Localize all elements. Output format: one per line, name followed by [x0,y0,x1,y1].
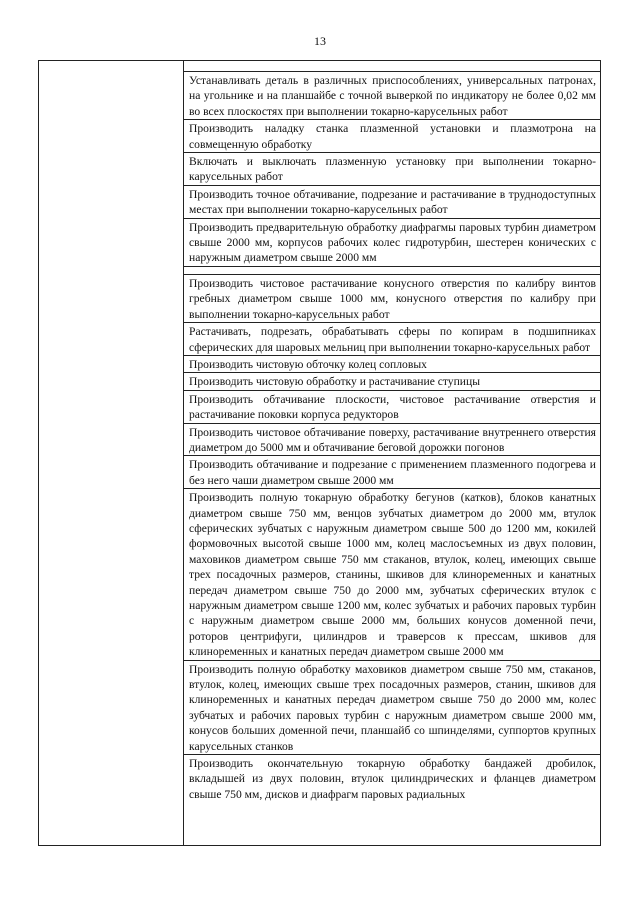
table-row: Производить обтачивание плоскости, чистовое растачивание отверстия и растачивание поковки корпуса редукторов [184,391,600,424]
table-row: Производить точное обтачивание, подрезание и растачивание в труднодоступных местах при выполнении токарно-карусельных работ [184,186,600,219]
left-column-empty [39,61,184,845]
table-row-blank [184,267,600,275]
table-row: Производить окончательную токарную обработку бандажей дробилок, вкладышей из двух половин, втулок цилиндрических и фланцев диаметром свыше 750 мм, дисков и диафрагм паровых радиальных [189,757,596,801]
table-row: Производить наладку станка плазменной установки и плазмотрона на совмещенную обработку [184,120,600,153]
requirements-table [38,60,601,846]
table-row: Растачивать, подрезать, обрабатывать сферы по копирам в подшипниках сферических для шаровых мельниц при выполнении токарно-карусельных работ [184,323,600,356]
table-row: Устанавливать деталь в различных приспособлениях, универсальных патронах, на угольнике и на планшайбе с точной выверкой по индикатору не более 0,02 мм во всех плоскостях при выполнении токарно-карусельных работ [184,72,600,120]
page-number: 13 [314,34,326,48]
actions-column [184,61,600,845]
header-strip [184,61,600,72]
table-row: Производить полную токарную обработку бегунов (катков), блоков канатных диаметром свыше 750 мм, венцов зубчатых диаметром до 2000 мм, втулок сферических зубчатых с наружным диаметром свыше 500 до 1200 мм, кокилей формовочных высотой свыше 1000 мм, колец маслосъемных из двух половин, маховиков диаметром свыше 750 мм стаканов, втулок, колец, имеющих свыше трех посадочных размеров, станины, шкивов для клиноременных и канатных передач диаметром свыше 750 до 2000 мм, зубчатых сферических втулок с наружным диаметром свыше 1200 мм, колес зубчатых и рабочих паровых турбин с наружным диаметром свыше 2000 мм, больших конусов доменной печи, роторов центрифуги, цилиндров и траверсов к прессам, шкивов для клиноременных и канатных передач диаметром свыше 2000 мм [184,489,600,660]
table-row: Производить обтачивание и подрезание с применением плазменного подогрева и без него чаши диаметром свыше 2000 мм [184,456,600,489]
table-row: Производить чистовое растачивание конусного отверстия по калибру винтов гребных диаметром свыше 1000 мм, конусного отверстия по калибру при выполнении токарно-карусельных работ [184,275,600,323]
table-row: Производить полную обработку маховиков диаметром свыше 750 мм, стаканов, втулок, колец, имеющих свыше трех посадочных размеров, станин, шкивов для клиноременных и канатных передач диаметром свыше 750 до 2000 мм, колес зубчатых и рабочих паровых турбин с наружным диаметром свыше 2000 мм, конусов больших доменной печи, планшайб со шпинделями, суппортов крупных карусельных станков [184,661,600,755]
table-row: Производить чистовую обточку колец сопловых [184,356,600,373]
table-row: Производить предварительную обработку диафрагмы паровых турбин диаметром свыше 2000 мм, корпусов рабочих колес гидротурбин, шестерен конических с наружным диаметром свыше 2000 мм [184,219,600,267]
table-row: Производить чистовое обтачивание поверху, растачивание внутреннего отверстия диаметром до 5000 мм и обтачивание беговой дорожки погонов [184,424,600,457]
table-row: Производить чистовую обработку и растачивание ступицы [184,373,600,390]
table-row: Включать и выключать плазменную установку при выполнении токарно-карусельных работ [184,153,600,186]
